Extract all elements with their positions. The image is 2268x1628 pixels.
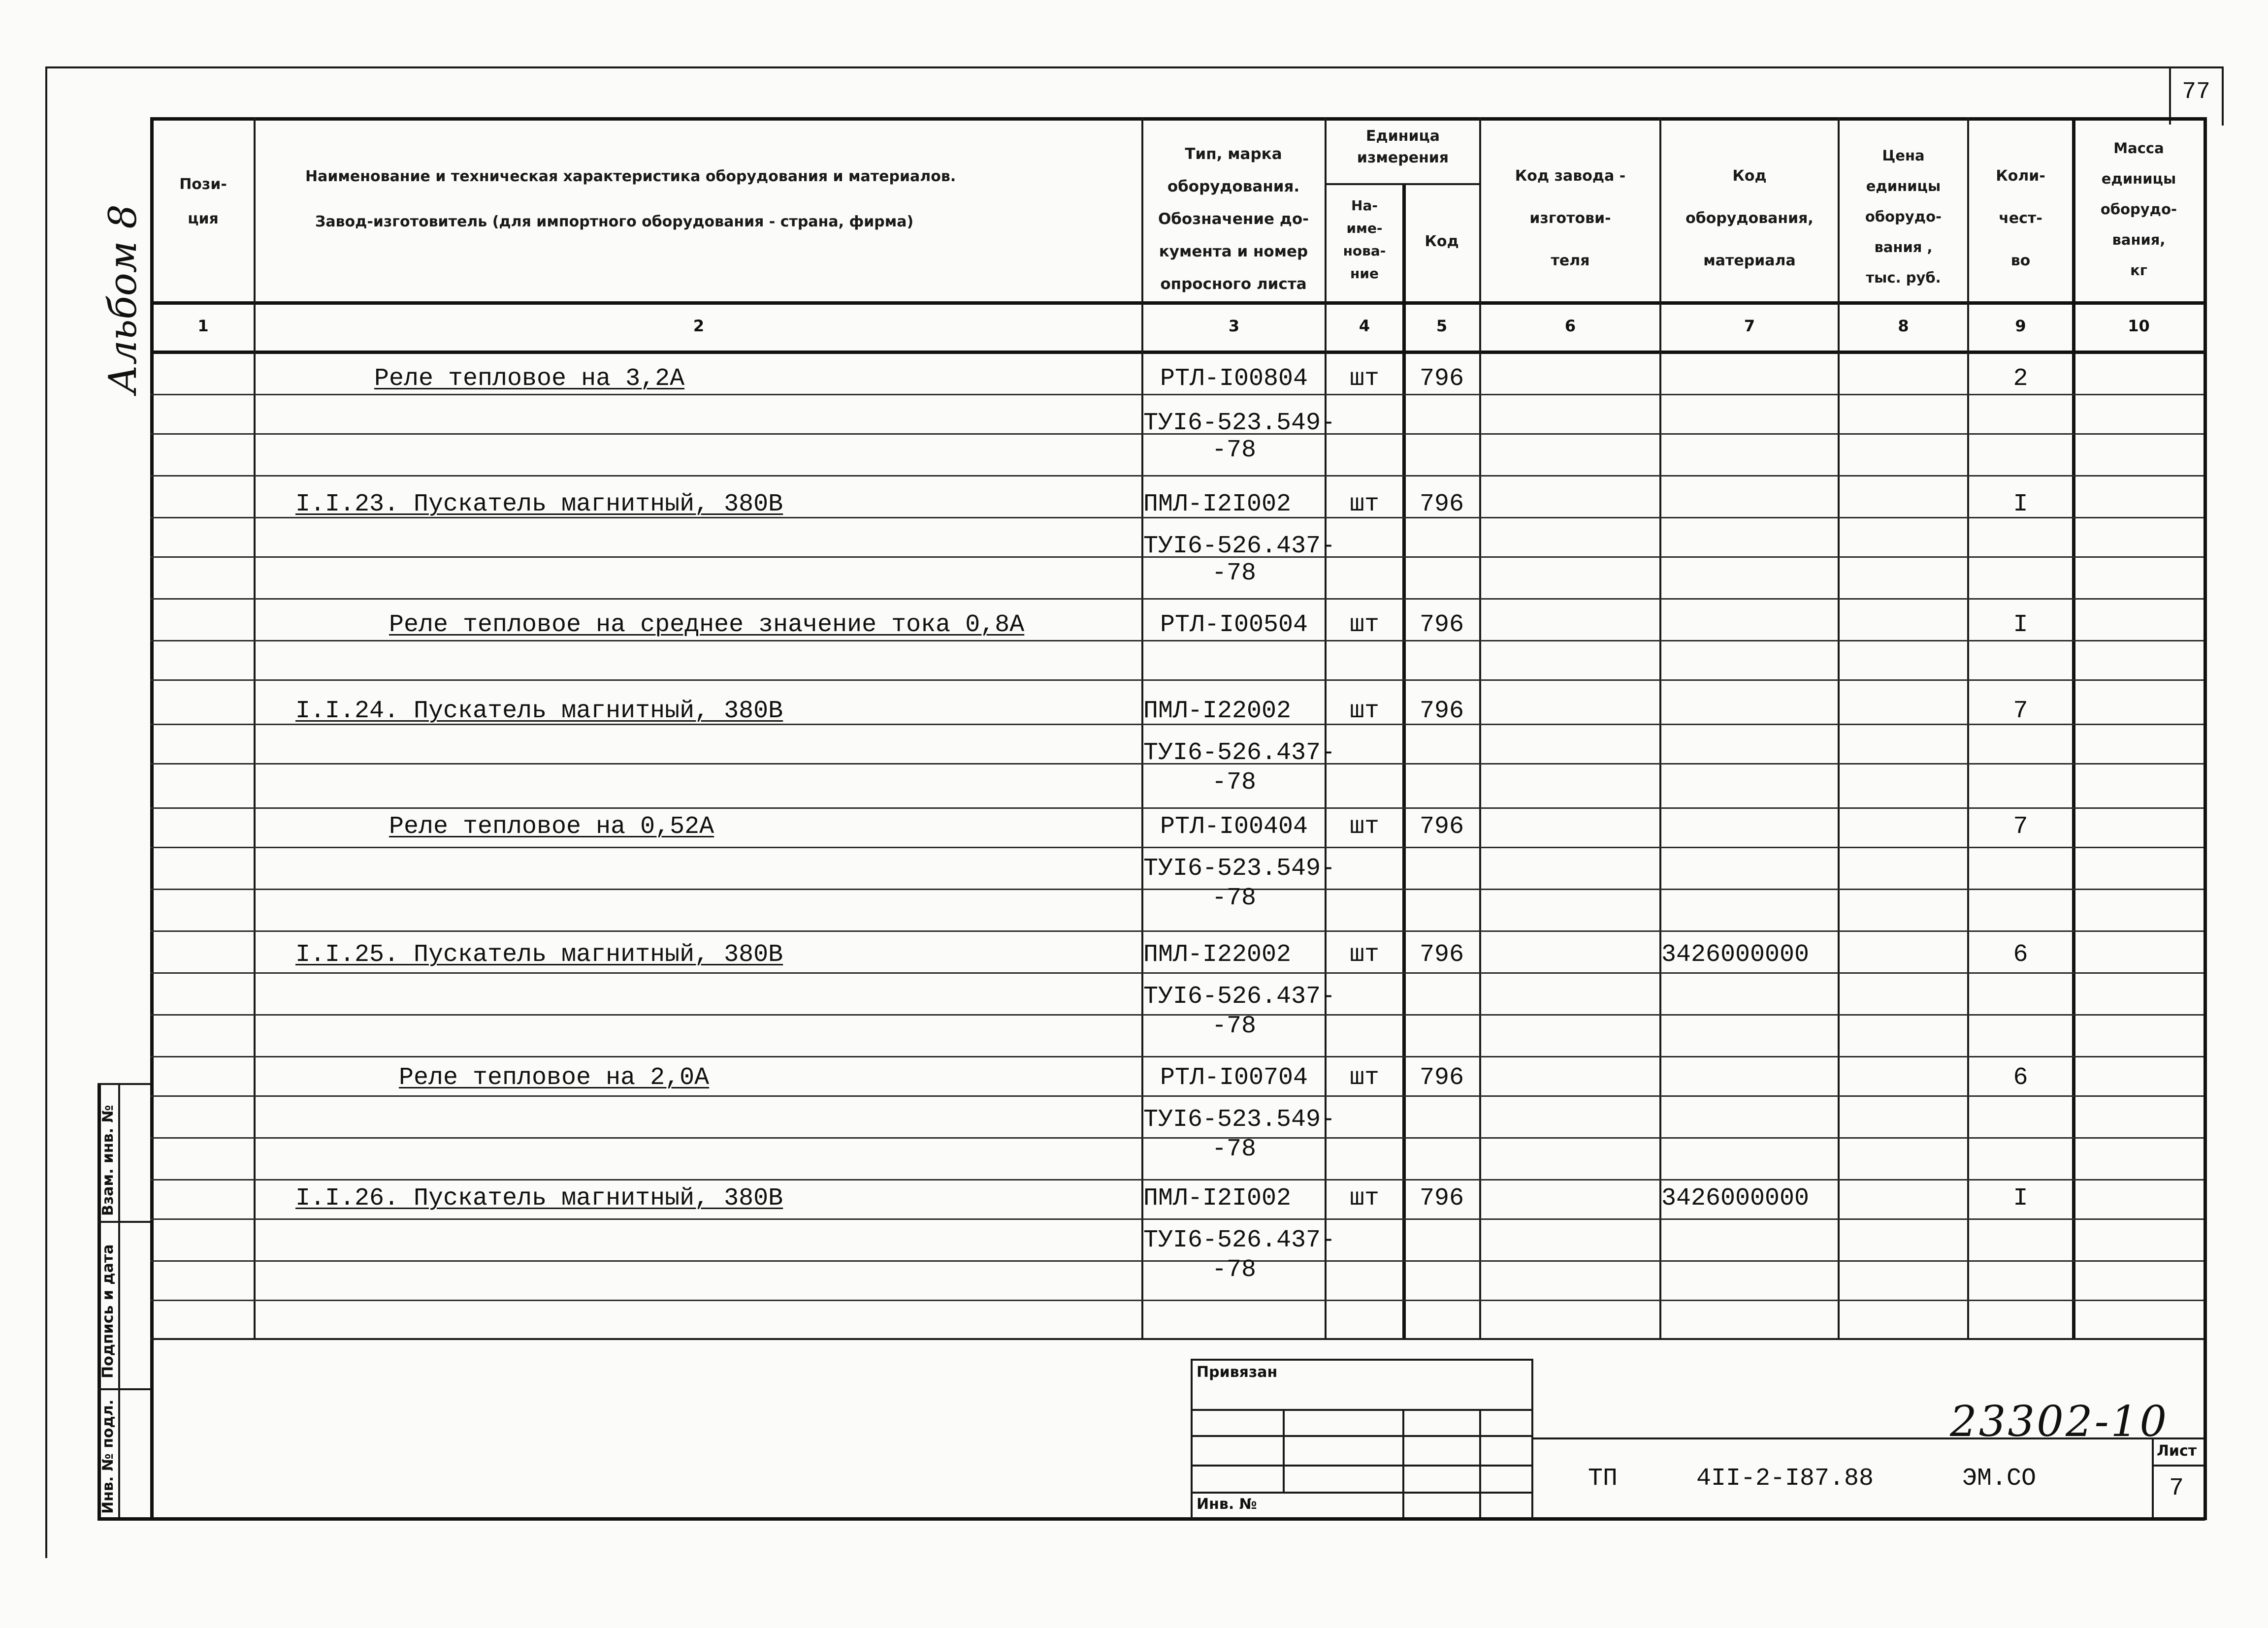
- row-unit: шт: [1349, 490, 1379, 518]
- colnum-8: 8: [1898, 317, 1909, 335]
- table-right: [2203, 117, 2207, 1520]
- tb-tp: ТП: [1588, 1465, 1618, 1493]
- row-unit: шт: [1349, 697, 1379, 725]
- row-type: ТУI6-526.437-: [1143, 1226, 1336, 1254]
- row-name: Реле тепловое на среднее значение тока 0,8А: [389, 611, 1025, 639]
- row-unit: шт: [1349, 941, 1379, 969]
- header-qty: Коли- чест- во: [1996, 167, 2045, 269]
- margin-note: Альбом 8: [101, 204, 145, 394]
- row-divider: [150, 972, 2203, 974]
- row-type: ТУI6-526.437-: [1143, 983, 1336, 1011]
- col-line-3: [1325, 117, 1327, 1338]
- row-type: -78: [1211, 768, 1256, 797]
- row-type: ПМЛ-I22002: [1143, 941, 1292, 969]
- row-name: Реле тепловое на 0,52А: [389, 813, 714, 841]
- row-type: РТЛ-I00504: [1160, 611, 1308, 639]
- col-line-9: [2072, 117, 2075, 1338]
- tb-section: ЭМ.СО: [1962, 1465, 2037, 1493]
- title-block-top: [150, 1338, 2203, 1340]
- header-factory-code: Код завода - изготови- теля: [1515, 167, 1626, 269]
- col-line-7: [1838, 117, 1840, 1338]
- table-top: [150, 117, 2203, 121]
- row-type: -78: [1211, 436, 1256, 464]
- row-unit: шт: [1349, 1184, 1379, 1213]
- row-code: 796: [1419, 697, 1464, 725]
- tb-col2: [1402, 1409, 1404, 1517]
- outer-frame-top: [45, 66, 2222, 68]
- tb-top: [1191, 1359, 1531, 1361]
- row-name: I.I.24. Пускатель магнитный, 380В: [295, 697, 783, 725]
- row-name: I.I.26. Пускатель магнитный, 380В: [295, 1184, 783, 1213]
- header-pos: Пози- ция: [179, 176, 227, 227]
- row-type: РТЛ-I00404: [1160, 813, 1308, 841]
- colnum-2: 2: [693, 317, 705, 335]
- col-line-1: [254, 117, 256, 1338]
- row-type: РТЛ-I00804: [1160, 365, 1308, 393]
- sheet-number-top: 77: [2182, 79, 2210, 105]
- row-type: ПМЛ-I2I002: [1143, 490, 1292, 518]
- row-type: РТЛ-I00704: [1160, 1064, 1308, 1092]
- row-divider: [150, 598, 2203, 600]
- row-qty: 6: [2013, 941, 2028, 969]
- row-divider: [150, 640, 2203, 641]
- stamp-strip-mid: [118, 1083, 120, 1520]
- row-name: Реле тепловое на 3,2А: [374, 365, 685, 393]
- colnum-1: 1: [197, 317, 209, 335]
- header-price: Цена единицы оборудо- вания , тыс. руб.: [1865, 147, 1942, 286]
- project-number: 23302-10: [1950, 1397, 2169, 1446]
- row-name: I.I.25. Пускатель магнитный, 380В: [295, 941, 783, 969]
- row-unit: шт: [1349, 611, 1379, 639]
- row-divider: [150, 475, 2203, 477]
- row-type: ТУI6-523.549-: [1143, 1106, 1336, 1134]
- row-code: 796: [1419, 365, 1464, 393]
- row-type: -78: [1211, 559, 1256, 587]
- row-type: ТУI6-526.437-: [1143, 532, 1336, 560]
- header-mass: Масса единицы оборудо- вания, кг: [2100, 140, 2177, 279]
- sheet-box-left: [2169, 66, 2171, 125]
- row-qty: I: [2013, 1184, 2028, 1213]
- row-divider: [150, 1218, 2203, 1220]
- colnum-5: 5: [1436, 317, 1448, 335]
- row-unit: шт: [1349, 365, 1379, 393]
- row-divider: [150, 1300, 2203, 1301]
- colnum-4: 4: [1359, 317, 1370, 335]
- stamp-strip-div1: [97, 1221, 150, 1223]
- tb-privyazan: Привязан: [1197, 1364, 1278, 1381]
- row-type: -78: [1211, 1012, 1256, 1040]
- row-type: ТУI6-526.437-: [1143, 739, 1336, 767]
- row-type: -78: [1211, 1256, 1256, 1284]
- row-qty: 6: [2013, 1064, 2028, 1092]
- stamp-strip-bottom: [97, 1517, 2205, 1521]
- row-code: 796: [1419, 611, 1464, 639]
- row-divider: [150, 1179, 2203, 1181]
- tb-sheet-label: Лист: [2157, 1442, 2197, 1460]
- side-inv-podl: Инв. № подл.: [99, 1399, 117, 1514]
- col-line-6: [1659, 117, 1661, 1338]
- colnum-10: 10: [2128, 317, 2150, 335]
- outer-frame-right: [2222, 66, 2224, 126]
- tb-col1: [1283, 1409, 1285, 1492]
- row-code: 796: [1419, 941, 1464, 969]
- row-eqcode: 3426000000: [1661, 1184, 1810, 1213]
- row-qty: 2: [2013, 365, 2028, 393]
- row-type: -78: [1211, 884, 1256, 912]
- colnum-6: 6: [1564, 317, 1576, 335]
- header-unit: Единица измерения: [1357, 128, 1449, 166]
- row-eqcode: 3426000000: [1661, 941, 1810, 969]
- row-divider: [150, 930, 2203, 932]
- row-unit: шт: [1349, 813, 1379, 841]
- row-type: ПМЛ-I22002: [1143, 697, 1292, 725]
- row-divider: [150, 807, 2203, 809]
- row-qty: 7: [2013, 813, 2028, 841]
- header-name-line1: Наименование и техническая характеристика оборудования и материалов.: [305, 168, 956, 185]
- row-type: ТУI6-523.549-: [1143, 409, 1336, 437]
- tb-sheet: 7: [2169, 1474, 2184, 1502]
- row-divider: [150, 679, 2203, 681]
- col-line-4: [1402, 183, 1406, 1338]
- tb-col3: [1479, 1409, 1481, 1517]
- row-divider: [150, 1095, 2203, 1097]
- side-podpis: Подпись и дата: [99, 1244, 117, 1378]
- row-code: 796: [1419, 490, 1464, 518]
- tb-sheet-div: [2152, 1465, 2203, 1467]
- colnum-7: 7: [1744, 317, 1755, 335]
- row-code: 796: [1419, 1184, 1464, 1213]
- row-divider: [150, 1056, 2203, 1057]
- tb-inv: Инв. №: [1197, 1496, 1257, 1513]
- header-name-line2: Завод-изготовитель (для импортного оборудования - страна, фирма): [315, 213, 914, 230]
- header-type: Тип, марка оборудования. Обозначение до- кумента и номер опросного листа: [1158, 145, 1309, 293]
- row-divider: [150, 394, 2203, 395]
- row-code: 796: [1419, 1064, 1464, 1092]
- row-qty: 7: [2013, 697, 2028, 725]
- row-qty: I: [2013, 490, 2028, 518]
- side-vzam: Взам. инв. №: [99, 1105, 117, 1216]
- unit-subheader-line: [1325, 183, 1479, 185]
- stamp-strip-div2: [97, 1388, 150, 1390]
- col-line-8: [1967, 117, 1969, 1338]
- row-unit: шт: [1349, 1064, 1379, 1092]
- row-qty: I: [2013, 611, 2028, 639]
- header-equipment-code: Код оборудования, материала: [1685, 167, 1814, 269]
- colnum-9: 9: [2015, 317, 2026, 335]
- stamp-strip-top: [97, 1083, 150, 1085]
- row-type: -78: [1211, 1135, 1256, 1163]
- row-divider: [150, 847, 2203, 848]
- row-code: 796: [1419, 813, 1464, 841]
- col-line-5: [1479, 117, 1481, 1338]
- row-type: ТУI6-523.549-: [1143, 855, 1336, 883]
- header-unit-code: Код: [1425, 233, 1459, 250]
- tb-left: [1191, 1359, 1193, 1519]
- header-unit-name: На- име- нова- ние: [1343, 197, 1386, 282]
- colnum-bottom: [150, 351, 2203, 354]
- tb-sheet-left: [2152, 1437, 2154, 1517]
- row-name: Реле тепловое на 2,0А: [399, 1064, 710, 1092]
- row-type: ПМЛ-I2I002: [1143, 1184, 1292, 1213]
- row-name: I.I.23. Пускатель магнитный, 380В: [295, 490, 783, 518]
- outer-frame-left: [45, 66, 47, 1558]
- colnum-3: 3: [1228, 317, 1240, 335]
- tb-doc-code: 4II-2-I87.88: [1696, 1465, 1874, 1493]
